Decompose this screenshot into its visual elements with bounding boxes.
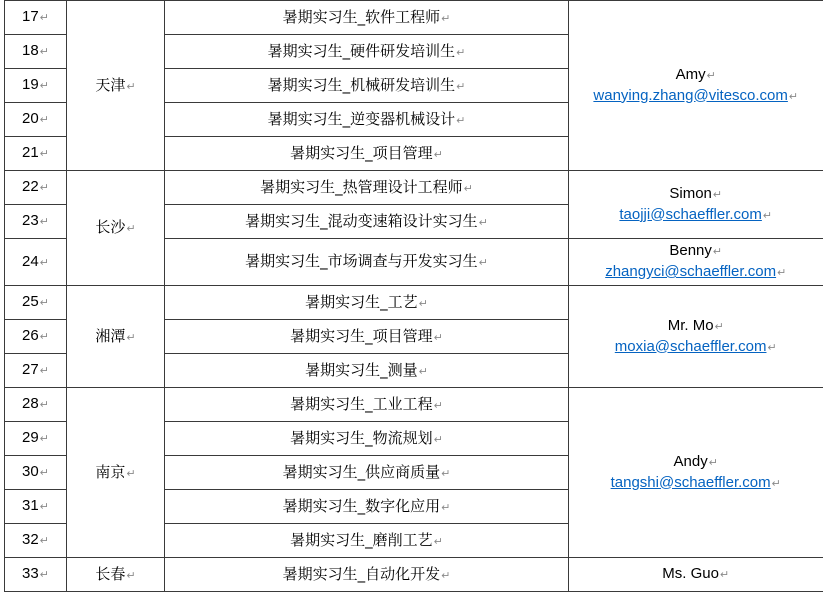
- position-cell: [165, 354, 569, 388]
- row-number: [5, 558, 67, 592]
- position-title: 暑期实习生_工业工程: [290, 394, 433, 413]
- city-cell-xiangtan: [67, 286, 165, 388]
- paragraph-mark-icon: ↵: [39, 256, 49, 269]
- paragraph-mark-icon: ↵: [126, 568, 136, 582]
- contact-cell-benny: [569, 239, 823, 286]
- row-number: [5, 320, 67, 354]
- contact-name: Benny: [669, 242, 712, 259]
- paragraph-mark-icon: ↵: [433, 147, 443, 161]
- position-cell: [165, 320, 569, 354]
- row-number: [5, 35, 67, 69]
- contact-cell-guo: [569, 558, 823, 592]
- city-name: 长沙: [95, 218, 126, 236]
- paragraph-mark-icon: ↵: [39, 569, 49, 581]
- paragraph-mark-icon: ↵: [39, 467, 49, 479]
- position-cell: [165, 490, 569, 524]
- position-title: 暑期实习生_供应商质量: [282, 462, 441, 481]
- row-number: [5, 286, 67, 320]
- row-number: [5, 354, 67, 388]
- table-row: [5, 171, 823, 205]
- paragraph-mark-icon: ↵: [708, 456, 718, 469]
- paragraph-mark-icon: ↵: [478, 215, 488, 229]
- paragraph-mark-icon: ↵: [478, 256, 488, 269]
- city-name: 天津: [95, 75, 126, 94]
- row-number-text: 30: [22, 463, 39, 480]
- contact-cell-simon: [569, 171, 823, 239]
- paragraph-mark-icon: ↵: [762, 209, 773, 222]
- table-row: [5, 558, 823, 592]
- position-title: 暑期实习生_工艺: [305, 292, 418, 311]
- paragraph-mark-icon: ↵: [441, 11, 451, 25]
- position-cell: [165, 137, 569, 171]
- position-cell: [165, 103, 569, 137]
- row-number-text: 23: [22, 212, 39, 229]
- paragraph-mark-icon: ↵: [441, 466, 451, 480]
- paragraph-mark-icon: ↵: [39, 46, 49, 58]
- paragraph-mark-icon: ↵: [433, 330, 443, 344]
- paragraph-mark-icon: ↵: [39, 12, 49, 24]
- position-cell: [165, 558, 569, 592]
- position-cell: [165, 239, 569, 286]
- city-name: 南京: [95, 462, 126, 481]
- position-title: 暑期实习生_逆变器机械设计: [267, 109, 456, 128]
- paragraph-mark-icon: ↵: [39, 399, 49, 411]
- paragraph-mark-icon: ↵: [39, 80, 49, 92]
- contact-cell-mo: [569, 286, 823, 388]
- city-cell-nanjing: [67, 388, 165, 558]
- row-number-text: 31: [22, 497, 39, 514]
- row-number-text: 28: [22, 395, 39, 412]
- contact-email-link[interactable]: moxia@schaeffler.com: [614, 337, 767, 355]
- paragraph-mark-icon: ↵: [441, 568, 451, 582]
- contact-email-link[interactable]: tangshi@schaeffler.com: [610, 473, 771, 491]
- row-number-text: 29: [22, 429, 39, 446]
- paragraph-mark-icon: ↵: [418, 364, 428, 378]
- paragraph-mark-icon: ↵: [712, 188, 723, 201]
- position-title: 暑期实习生_市场调查与开发实习生: [245, 252, 478, 270]
- row-number-text: 27: [22, 361, 39, 378]
- paragraph-mark-icon: ↵: [39, 216, 49, 228]
- row-number-text: 17: [22, 8, 39, 25]
- position-title: 暑期实习生_测量: [305, 360, 418, 379]
- paragraph-mark-icon: ↵: [433, 432, 443, 446]
- paragraph-mark-icon: ↵: [433, 398, 443, 412]
- position-title: 暑期实习生_项目管理: [290, 326, 433, 345]
- contact-email-link[interactable]: wanying.zhang@vitesco.com: [593, 86, 788, 104]
- row-number-text: 22: [22, 178, 39, 195]
- contact-cell-andy: [569, 388, 823, 558]
- paragraph-mark-icon: ↵: [712, 246, 723, 258]
- paragraph-mark-icon: ↵: [456, 113, 466, 127]
- paragraph-mark-icon: ↵: [788, 90, 799, 103]
- row-number-text: 18: [22, 42, 39, 59]
- paragraph-mark-icon: ↵: [39, 182, 49, 194]
- position-cell: [165, 286, 569, 320]
- position-title: 暑期实习生_物流规划: [290, 428, 433, 447]
- paragraph-mark-icon: ↵: [39, 365, 49, 377]
- paragraph-mark-icon: ↵: [39, 297, 49, 309]
- table-row: [5, 1, 823, 35]
- position-cell: [165, 205, 569, 239]
- position-cell: [165, 69, 569, 103]
- paragraph-mark-icon: ↵: [39, 331, 49, 343]
- paragraph-mark-icon: ↵: [771, 477, 781, 490]
- paragraph-mark-icon: ↵: [39, 501, 49, 513]
- position-title: 暑期实习生_混动变速箱设计实习生: [245, 211, 478, 230]
- row-number-text: 32: [22, 531, 39, 548]
- city-name: 湘潭: [95, 326, 126, 345]
- paragraph-mark-icon: ↵: [126, 222, 136, 235]
- position-cell: [165, 456, 569, 490]
- paragraph-mark-icon: ↵: [463, 181, 473, 195]
- paragraph-mark-icon: ↵: [456, 45, 466, 59]
- row-number: [5, 388, 67, 422]
- row-number: [5, 1, 67, 35]
- paragraph-mark-icon: ↵: [418, 296, 428, 310]
- table-row: [5, 286, 823, 320]
- contact-email-link[interactable]: zhangyci@schaeffler.com: [605, 263, 777, 280]
- contact-email-link[interactable]: taojji@schaeffler.com: [619, 205, 762, 223]
- contact-name: Andy: [673, 452, 708, 470]
- paragraph-mark-icon: ↵: [126, 330, 136, 344]
- position-cell: [165, 1, 569, 35]
- row-number: [5, 69, 67, 103]
- paragraph-mark-icon: ↵: [714, 320, 724, 333]
- row-number-text: 19: [22, 76, 39, 93]
- table-row: [5, 388, 823, 422]
- contact-name: Mr. Mo: [667, 316, 714, 334]
- paragraph-mark-icon: ↵: [706, 69, 716, 82]
- position-cell: [165, 388, 569, 422]
- internship-table: [4, 0, 823, 592]
- paragraph-mark-icon: ↵: [39, 535, 49, 547]
- paragraph-mark-icon: ↵: [777, 267, 787, 279]
- row-number: [5, 239, 67, 286]
- contact-name: Simon: [669, 184, 712, 202]
- contact-name: Amy: [675, 65, 706, 83]
- row-number: [5, 137, 67, 171]
- row-number: [5, 490, 67, 524]
- paragraph-mark-icon: ↵: [126, 79, 136, 93]
- row-number-text: 20: [22, 110, 39, 127]
- position-title: 暑期实习生_项目管理: [290, 143, 433, 162]
- position-title: 暑期实习生_热管理设计工程师: [260, 177, 463, 196]
- paragraph-mark-icon: ↵: [126, 466, 136, 480]
- position-title: 暑期实习生_数字化应用: [282, 496, 441, 515]
- position-title: 暑期实习生_机械研发培训生: [267, 75, 456, 94]
- row-number: [5, 103, 67, 137]
- row-number-text: 26: [22, 327, 39, 344]
- row-number: [5, 205, 67, 239]
- city-cell-changsha: [67, 171, 165, 286]
- row-number: [5, 171, 67, 205]
- position-title: 暑期实习生_软件工程师: [282, 7, 441, 26]
- row-number-text: 21: [22, 144, 39, 161]
- position-title: 暑期实习生_硬件研发培训生: [267, 41, 456, 60]
- city-cell-changchun: [67, 558, 165, 592]
- paragraph-mark-icon: ↵: [39, 148, 49, 160]
- position-title: 暑期实习生_自动化开发: [282, 564, 441, 583]
- row-number: [5, 456, 67, 490]
- city-name: 长春: [95, 564, 126, 583]
- position-cell: [165, 35, 569, 69]
- row-number: [5, 524, 67, 558]
- paragraph-mark-icon: ↵: [39, 433, 49, 445]
- paragraph-mark-icon: ↵: [456, 79, 466, 93]
- paragraph-mark-icon: ↵: [719, 569, 730, 581]
- contact-name: Ms. Guo: [662, 565, 719, 582]
- position-title: 暑期实习生_磨削工艺: [290, 530, 433, 549]
- row-number-text: 25: [22, 293, 39, 310]
- paragraph-mark-icon: ↵: [767, 341, 777, 354]
- city-cell-tianjin: [67, 1, 165, 171]
- contact-cell-amy: [569, 1, 823, 171]
- paragraph-mark-icon: ↵: [39, 114, 49, 126]
- row-number-text: 24: [22, 252, 39, 270]
- position-cell: [165, 422, 569, 456]
- row-number-text: 33: [22, 565, 39, 582]
- paragraph-mark-icon: ↵: [433, 534, 443, 548]
- position-cell: [165, 524, 569, 558]
- row-number: [5, 422, 67, 456]
- paragraph-mark-icon: ↵: [441, 500, 451, 514]
- position-cell: [165, 171, 569, 205]
